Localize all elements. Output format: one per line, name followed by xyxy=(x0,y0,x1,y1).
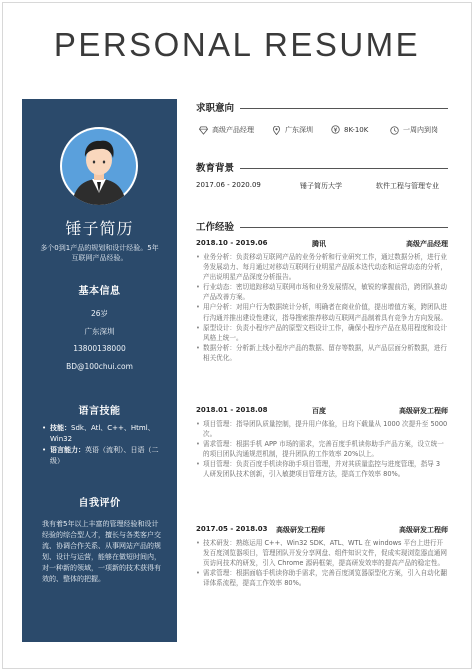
job-header xyxy=(196,406,448,416)
job-bullet: • 项目管理：指导团队质量控制，提升用户体验，日均下载量从 1000 次提升至 5000 次。 xyxy=(196,419,448,439)
job-company: 百度 xyxy=(312,407,326,415)
candidate-tagline: 多个0到1产品的规划和设计经验。5年互联网产品经验。 xyxy=(40,244,159,262)
sidebar xyxy=(22,99,177,642)
job-bullet: • 业务分析：负责移动互联网产品的业务分析和行业研究工作，通过数据分析，进行业务发展动力、每月通过对移动互联网行业明星产品版本迭代动态和运营动态的分析，产出说明星产品深度分析报告。 xyxy=(196,252,448,282)
page-title: PERSONAL RESUME xyxy=(53,26,421,63)
skills-label: 技能： xyxy=(50,424,71,432)
divider xyxy=(240,227,448,228)
intent-position: 高级产品经理 xyxy=(212,126,254,134)
info-location: 广东深圳 xyxy=(84,327,115,336)
language-ability-label: 语言能力： xyxy=(50,446,85,454)
avatar xyxy=(60,127,138,205)
intent-item-position xyxy=(199,125,254,135)
job-company: 腾讯 xyxy=(312,240,326,248)
avatar-portrait-icon xyxy=(60,127,138,205)
job-bullet: • 需求管理：根据手机 APP 市场的需求，完善百度手机读你助手产品方案，设立统一的项目团队沟通规范机制，提升团队的工作效率 20%以上。 xyxy=(196,439,448,459)
intent-salary: 8K-10K xyxy=(344,125,369,134)
job-company: 高级研发工程师 xyxy=(276,526,325,534)
skills-item xyxy=(42,423,167,445)
job-title: 高级研发工程师 xyxy=(399,407,448,415)
job-bullet: • 数据分析：分析新上线小程序产品的数据、留存等数据，从产品层面分析数据，进行相关优化。 xyxy=(196,343,448,363)
info-phone: 13800138000 xyxy=(73,344,126,353)
candidate-name: 锤子简历 xyxy=(65,219,134,238)
self-eval-heading: 自我评价 xyxy=(78,498,121,509)
job-date: 2018.10 - 2019.06 xyxy=(196,239,268,247)
intent-heading: 求职意向 xyxy=(196,103,235,114)
education-school: 锤子简历大学 xyxy=(300,182,342,190)
intent-location: 广东深圳 xyxy=(285,126,313,134)
job-header xyxy=(196,239,448,249)
job-bullet: • 行业动态：密切追踪移动互联网市场和业务发展情况，敏锐的掌握前沿，跨团队推动产品改善方案。 xyxy=(196,282,448,302)
basic-info-heading: 基本信息 xyxy=(78,286,121,297)
experience-section-header xyxy=(196,218,448,234)
diamond-icon xyxy=(199,126,208,135)
job-title: 高级研发工程师 xyxy=(399,526,448,534)
info-age: 26岁 xyxy=(90,309,109,318)
location-pin-icon xyxy=(272,126,281,135)
job-bullet: • 项目管理：负责百度手机读你助手项目管理，并对其质量监控与进度管理，指导 3 人研发团队技术创新，引入敏捷项目管理方法，提高工作效率 80%。 xyxy=(196,459,448,479)
intent-item-salary xyxy=(331,125,368,134)
education-heading: 教育背景 xyxy=(196,163,235,174)
job-bullet: • 原型设计：负责小程序产品的原型文档设计工作，确保小程序产品在易用程度和设计风格上统一。 xyxy=(196,323,448,343)
divider xyxy=(240,108,448,109)
language-list xyxy=(42,423,167,467)
language-ability-value: 英语（流利）、日语（二级） xyxy=(50,446,159,465)
self-eval-text: 我有着5年以上丰富的管理经验和设计经验的综合型人才，擅长与各类客户交流、协调合作关系、从事网站产品的规划、设计与运营，能够在做短时间内，对一种新的领域，一项新的技术获得有效的、整体的把握。 xyxy=(42,520,161,583)
info-email: BD@100chui.com xyxy=(66,362,133,371)
divider xyxy=(240,168,448,169)
job-bullets xyxy=(196,419,448,480)
clock-icon xyxy=(390,126,399,135)
intent-item-availability xyxy=(390,125,438,135)
education-major: 软件工程与管理专业 xyxy=(376,182,439,190)
intent-item-location xyxy=(272,125,313,135)
job-date: 2018.01 - 2018.08 xyxy=(196,406,268,414)
job-title: 高级产品经理 xyxy=(406,240,448,248)
job-date: 2017.05 - 2018.03 xyxy=(196,525,268,533)
job-bullets xyxy=(196,538,448,588)
job-bullet: • 需求管理：根据面临手机读你助手需求，完善百度浏览器原型化方案，引入自动化翻译体系流程，提高工作效率 80%。 xyxy=(196,568,448,588)
job-bullet: • 技术研发：熟练运用 C++、Win32 SDK、ATL、WTL 在 windows 平台上进行开发百度浏览器项目，管理团队开发分享网盘、组件知识文件，促成实现浏览器直通网页访问技术的研发，引入 Chrome 源码框架，提高研发效率的提高产品的稳定性。 xyxy=(196,538,448,568)
skills-value: Sdk、Atl、C++、Html、Win32 xyxy=(50,424,155,443)
job-bullets xyxy=(196,252,448,363)
experience-heading: 工作经验 xyxy=(196,222,235,233)
language-heading: 语言技能 xyxy=(78,406,121,417)
money-icon xyxy=(331,125,340,134)
education-section-header xyxy=(196,159,448,175)
job-bullet: • 用户分析：对用户行为数据统计分析，明确者在商业价值，提出增值方案，跨团队进行沟通并推出建设性建议，指导搜索推荐移动互联网产品制着具有竞争力方向发展。 xyxy=(196,302,448,322)
intent-row xyxy=(196,125,448,137)
job-header xyxy=(196,525,448,535)
intent-availability: 一周内到岗 xyxy=(403,126,438,134)
education-date: 2017.06 - 2020.09 xyxy=(196,181,261,189)
language-ability-item xyxy=(42,445,167,467)
intent-section-header xyxy=(196,99,448,115)
